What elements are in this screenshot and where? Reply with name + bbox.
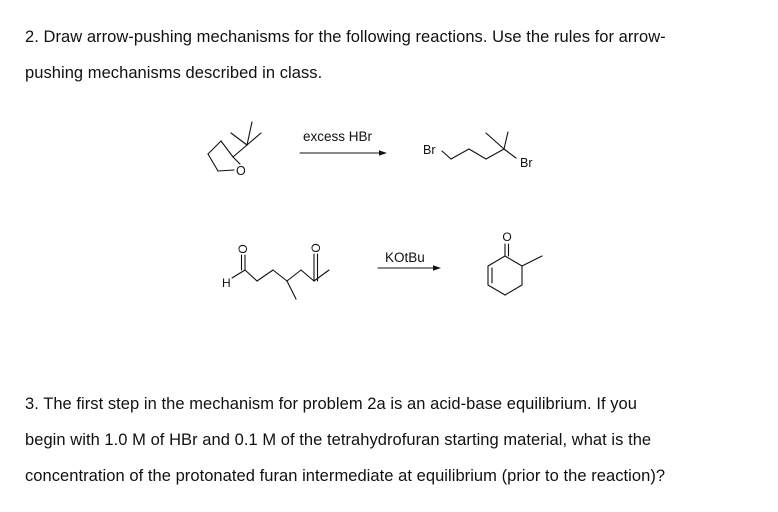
thf-oxygen-label: O <box>236 164 246 178</box>
methyl-bond <box>522 256 542 266</box>
thf-side-bond <box>233 145 247 157</box>
chain-bond <box>451 149 469 159</box>
question-3-line-3: concentration of the protonated furan intermediate at equilibrium (prior to the reaction)? <box>25 467 666 485</box>
ring-bond <box>505 256 522 266</box>
ring-bond <box>488 285 505 295</box>
chain-bond <box>245 270 257 281</box>
chain-bond <box>257 270 273 281</box>
methyl-bond <box>287 281 296 299</box>
chain-bond <box>486 149 504 159</box>
chain-bond <box>287 270 301 281</box>
chain-bond <box>442 151 451 159</box>
ketone-oxygen-label: O <box>309 243 323 253</box>
reaction-a-arrow <box>300 150 387 155</box>
question-3-line-2: begin with 1.0 M of HBr and 0.1 M of the tetrahydrofuran starting material, what is the <box>25 431 652 449</box>
question-2-line-2: pushing mechanisms described in class. <box>25 64 323 82</box>
question-3-text <box>25 386 765 494</box>
question-2-line-1: 2. Draw arrow-pushing mechanisms for the following reactions. Use the rules for arrow- <box>25 28 666 46</box>
aldehyde-h-label: H <box>222 276 231 290</box>
thf-reactant-structure <box>208 122 261 171</box>
question-3-line-1: 3. The first step in the mechanism for problem 2a is an acid-base equilibrium. If you <box>25 395 637 413</box>
bromine-label-left: Br <box>423 143 436 157</box>
methyl-bond <box>486 133 504 149</box>
keto-aldehyde-reactant-structure <box>232 254 329 299</box>
chain-bond <box>273 270 287 281</box>
thf-ring-bond <box>221 141 233 157</box>
reaction-b-arrow <box>378 265 441 270</box>
thf-ring-bond <box>233 157 240 164</box>
aldehyde-oxygen-label: O <box>236 244 250 254</box>
thf-ring-bond <box>218 170 234 171</box>
bromine-label-right: Br <box>520 156 533 170</box>
ring-bond <box>488 256 505 266</box>
reaction-b-reagent: KOtBu <box>385 250 425 265</box>
reaction-a-reagent: excess HBr <box>303 129 373 144</box>
thf-ring-bond <box>208 154 218 171</box>
ring-bond <box>505 285 522 295</box>
chain-bond <box>469 149 486 159</box>
methyl-bond <box>314 270 329 281</box>
aldehyde-h-bond <box>232 270 245 278</box>
c-br-bond <box>504 149 516 158</box>
thf-ring-bond <box>208 141 221 154</box>
dibromide-product-structure <box>442 132 516 159</box>
cyclohexenone-product-structure <box>488 244 542 295</box>
chain-bond <box>301 270 314 281</box>
enone-oxygen-label: O <box>502 230 512 244</box>
thf-methyl-bond <box>231 133 247 145</box>
chain-bond <box>504 132 508 149</box>
